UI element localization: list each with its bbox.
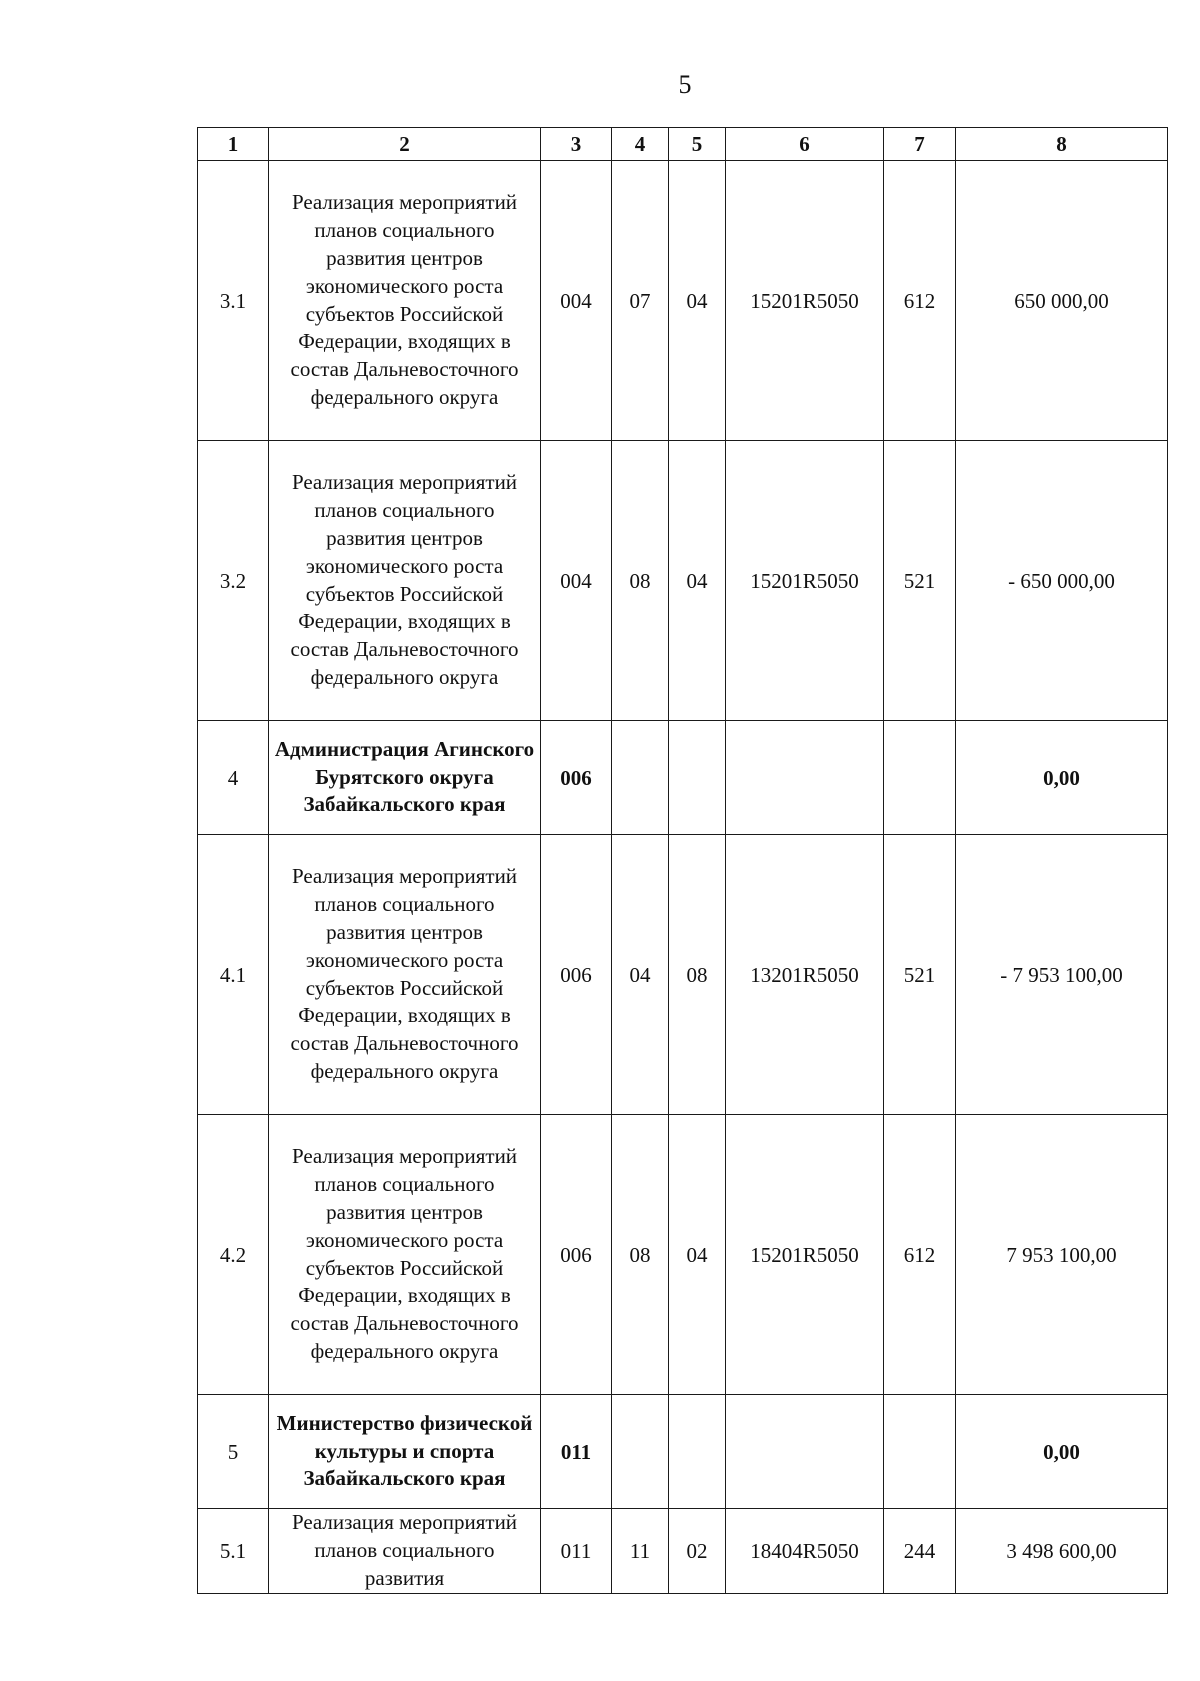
table-row (198, 441, 1168, 721)
subsection-code (669, 1395, 726, 1509)
amount-value: - 7 953 100,00 (956, 835, 1168, 1115)
amount-value: - 650 000,00 (956, 441, 1168, 721)
row-name: Реализация мероприятий планов социального развития центров экономического роста субъектов Российской Федерации, входящих в состав Дальневосточного федерального округа (269, 441, 541, 721)
ministry-code: 011 (541, 1395, 612, 1509)
column-header-8: 8 (956, 128, 1168, 161)
row-number: 4.1 (198, 835, 269, 1115)
section-code: 04 (612, 835, 669, 1115)
column-header-6: 6 (726, 128, 884, 161)
section-code (612, 721, 669, 835)
ministry-code: 004 (541, 441, 612, 721)
table-row (198, 835, 1168, 1115)
column-header-2: 2 (269, 128, 541, 161)
expense-type-code: 612 (884, 161, 956, 441)
section-code: 08 (612, 1115, 669, 1395)
row-number: 3.2 (198, 441, 269, 721)
table-row (198, 1395, 1168, 1509)
subsection-code: 08 (669, 835, 726, 1115)
row-name: Реализация мероприятий планов социального развития центров экономического роста субъектов Российской Федерации, входящих в состав Дальневосточного федерального округа (269, 161, 541, 441)
expense-type-code: 244 (884, 1509, 956, 1594)
row-number: 5.1 (198, 1509, 269, 1594)
row-name: Министерство физической культуры и спорта Забайкальского края (269, 1395, 541, 1509)
table-row (198, 721, 1168, 835)
table-row (198, 161, 1168, 441)
section-code: 08 (612, 441, 669, 721)
target-article-code (726, 1395, 884, 1509)
row-name: Реализация мероприятий планов социального развития центров экономического роста субъектов Российской Федерации, входящих в состав Дальневосточного федерального округа (269, 1115, 541, 1395)
expense-type-code (884, 1395, 956, 1509)
row-number: 3.1 (198, 161, 269, 441)
subsection-code: 04 (669, 441, 726, 721)
ministry-code: 006 (541, 1115, 612, 1395)
amount-value: 0,00 (956, 1395, 1168, 1509)
table-row (198, 1115, 1168, 1395)
page-number: 5 (678, 70, 692, 99)
amount-value: 650 000,00 (956, 161, 1168, 441)
target-article-code: 15201R5050 (726, 441, 884, 721)
expense-type-code: 612 (884, 1115, 956, 1395)
subsection-code: 04 (669, 1115, 726, 1395)
ministry-code: 011 (541, 1509, 612, 1594)
row-name: Администрация Агинского Бурятского округа Забайкальского края (269, 721, 541, 835)
target-article-code: 15201R5050 (726, 1115, 884, 1395)
row-number: 4.2 (198, 1115, 269, 1395)
expense-type-code: 521 (884, 441, 956, 721)
column-header-4: 4 (612, 128, 669, 161)
target-article-code: 15201R5050 (726, 161, 884, 441)
ministry-code: 006 (541, 835, 612, 1115)
row-number: 5 (198, 1395, 269, 1509)
table-row (198, 1509, 1168, 1594)
section-code: 07 (612, 161, 669, 441)
row-name: Реализация мероприятий планов социального развития (269, 1509, 541, 1594)
column-header-7: 7 (884, 128, 956, 161)
amount-value: 0,00 (956, 721, 1168, 835)
expense-type-code: 521 (884, 835, 956, 1115)
target-article-code (726, 721, 884, 835)
expense-type-code (884, 721, 956, 835)
section-code (612, 1395, 669, 1509)
row-name: Реализация мероприятий планов социального развития центров экономического роста субъектов Российской Федерации, входящих в состав Дальневосточного федерального округа (269, 835, 541, 1115)
column-header-1: 1 (198, 128, 269, 161)
section-code: 11 (612, 1509, 669, 1594)
ministry-code: 004 (541, 161, 612, 441)
amount-value: 3 498 600,00 (956, 1509, 1168, 1594)
subsection-code: 04 (669, 161, 726, 441)
ministry-code: 006 (541, 721, 612, 835)
target-article-code: 18404R5050 (726, 1509, 884, 1594)
column-header-5: 5 (669, 128, 726, 161)
budget-table (197, 127, 1168, 1594)
subsection-code (669, 721, 726, 835)
table-header-row (198, 128, 1168, 161)
target-article-code: 13201R5050 (726, 835, 884, 1115)
subsection-code: 02 (669, 1509, 726, 1594)
column-header-3: 3 (541, 128, 612, 161)
row-number: 4 (198, 721, 269, 835)
amount-value: 7 953 100,00 (956, 1115, 1168, 1395)
